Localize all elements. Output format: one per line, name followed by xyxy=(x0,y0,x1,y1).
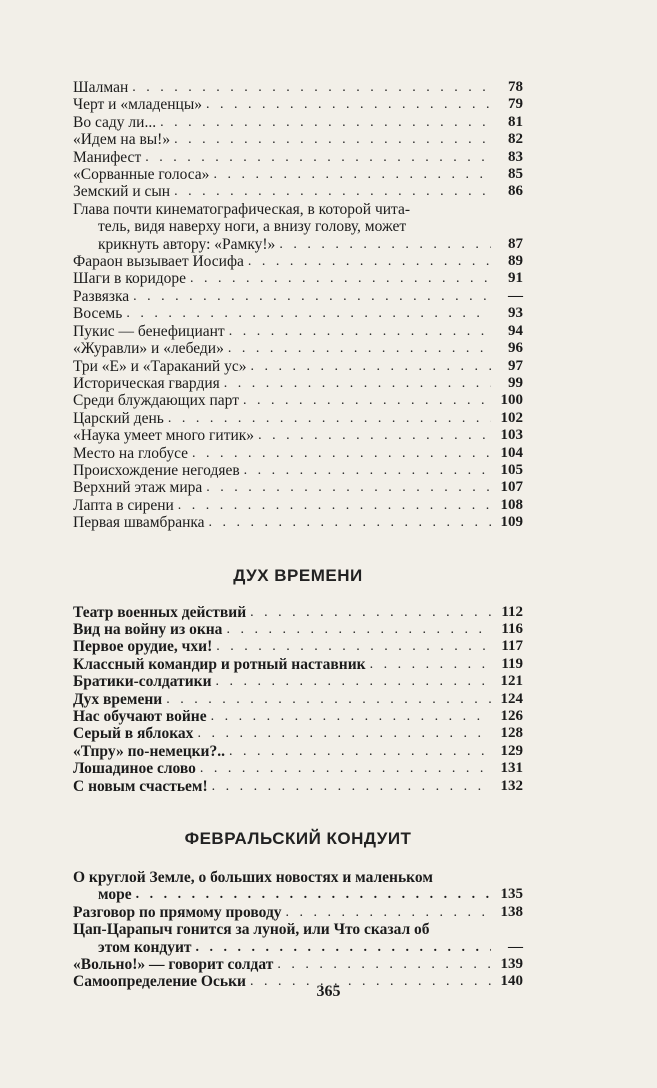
section-heading: ДУХ ВРЕМЕНИ xyxy=(233,565,363,585)
toc-entry-multiline xyxy=(73,201,523,253)
entry-page: 78 xyxy=(508,79,523,95)
leader-dots xyxy=(212,778,491,795)
leader-dots xyxy=(229,743,491,760)
toc-entry xyxy=(73,183,523,200)
entry-title: Царский день xyxy=(73,409,164,427)
entry-title: Шаги в коридоре xyxy=(73,270,187,288)
toc-entry xyxy=(73,708,523,725)
toc-entry xyxy=(73,604,523,621)
toc-entry xyxy=(73,479,523,496)
toc-entry xyxy=(73,514,523,531)
toc-entry xyxy=(73,656,523,673)
entry-page: — xyxy=(508,938,523,955)
entry-page: 119 xyxy=(501,655,523,672)
leader-dots xyxy=(229,323,491,340)
entry-title: Лошадиное слово xyxy=(73,760,196,778)
entry-page: 96 xyxy=(508,340,523,357)
entry-page: 135 xyxy=(500,886,523,903)
entry-page: 82 xyxy=(508,131,523,148)
leader-dots xyxy=(224,375,491,392)
entry-title: Историческая гвардия xyxy=(73,374,220,392)
leader-dots xyxy=(216,638,491,655)
entry-page: 93 xyxy=(508,305,523,322)
toc-entry xyxy=(73,375,523,392)
leader-dots xyxy=(166,691,491,708)
page-number: 365 xyxy=(316,983,341,1000)
entry-page: 116 xyxy=(501,620,523,637)
entry-page: 83 xyxy=(508,148,523,165)
entry-page: 139 xyxy=(500,956,523,973)
entry-page: 85 xyxy=(508,166,523,183)
entry-page: 102 xyxy=(500,409,523,426)
toc-entry xyxy=(73,445,523,462)
entry-title: Черт и «младенцы» xyxy=(73,96,203,114)
toc-entry xyxy=(73,79,523,96)
toc-entry xyxy=(73,638,523,655)
entry-page: 104 xyxy=(500,444,523,461)
leader-dots xyxy=(132,79,491,96)
entry-page: 100 xyxy=(500,392,523,409)
toc-section-2 xyxy=(73,604,523,795)
entry-title: Лапта в сирени xyxy=(73,496,174,514)
leader-dots xyxy=(228,340,491,357)
entry-page: 91 xyxy=(508,270,523,287)
toc-section-1 xyxy=(73,79,523,532)
toc-entry xyxy=(73,743,523,760)
toc-entry xyxy=(73,131,523,148)
toc-entry xyxy=(73,323,523,340)
leader-dots xyxy=(190,270,491,287)
toc-entry xyxy=(73,673,523,690)
entry-page: 117 xyxy=(501,638,523,655)
leader-dots xyxy=(174,131,491,148)
table-of-contents xyxy=(73,79,523,991)
entry-page: 129 xyxy=(500,742,523,759)
toc-entry xyxy=(73,392,523,409)
leader-dots xyxy=(277,956,491,973)
entry-title: Среди блуждающих парт xyxy=(73,392,240,410)
entry-title: «Вольно!» — говорит солдат xyxy=(73,956,274,974)
entry-title: Верхний этаж мира xyxy=(73,479,203,497)
toc-entry xyxy=(73,96,523,113)
leader-dots xyxy=(250,358,491,375)
leader-dots xyxy=(200,760,491,777)
entry-title: Разговор по прямому проводу xyxy=(73,903,282,921)
entry-last-line xyxy=(73,939,523,956)
toc-entry xyxy=(73,340,523,357)
leader-dots xyxy=(250,604,491,621)
leader-dots xyxy=(209,514,491,531)
entry-title: Три «Е» и «Тараканий ус» xyxy=(73,357,247,375)
toc-entry xyxy=(73,497,523,514)
entry-last-line xyxy=(73,236,523,253)
leader-dots xyxy=(196,939,491,956)
entry-title: Развязка xyxy=(73,287,130,305)
entry-title: Первое орудие, чхи! xyxy=(73,638,213,656)
toc-entry xyxy=(73,410,523,427)
entry-page: 112 xyxy=(501,603,523,620)
toc-entry xyxy=(73,691,523,708)
entry-title: Первая швамбранка xyxy=(73,514,205,532)
toc-entry xyxy=(73,725,523,742)
toc-entry xyxy=(73,956,523,973)
entry-title: Вид на войну из окна xyxy=(73,620,223,638)
toc-entry xyxy=(73,778,523,795)
leader-dots xyxy=(192,445,491,462)
toc-section-3 xyxy=(73,869,523,991)
entry-title: Фараон вызывает Иосифа xyxy=(73,253,244,271)
entry-page: 124 xyxy=(500,690,523,707)
entry-title: Пукис — бенефициант xyxy=(73,322,225,340)
entry-page: 140 xyxy=(500,973,523,990)
leader-dots xyxy=(197,725,491,742)
leader-dots xyxy=(243,392,491,409)
leader-dots xyxy=(244,462,491,479)
leader-dots xyxy=(136,886,491,903)
entry-title: Место на глобусе xyxy=(73,444,189,462)
toc-entry xyxy=(73,288,523,305)
entry-title: Происхождение негодяев xyxy=(73,461,240,479)
entry-page: 86 xyxy=(508,183,523,200)
entry-page: 121 xyxy=(500,673,523,690)
entry-title: Восемь xyxy=(73,305,123,323)
entry-title: Серый в яблоках xyxy=(73,725,194,743)
toc-entry xyxy=(73,462,523,479)
leader-dots xyxy=(213,166,491,183)
entry-page: 128 xyxy=(500,725,523,742)
entry-page: 108 xyxy=(500,496,523,513)
entry-title-line: тель, видя наверху ноги, а внизу голову, может xyxy=(98,218,407,236)
toc-entry xyxy=(73,358,523,375)
toc-entry-multiline xyxy=(73,921,523,956)
toc-entry xyxy=(73,149,523,166)
entry-page: 138 xyxy=(500,903,523,920)
entry-title: Дух времени xyxy=(73,690,163,708)
toc-entry xyxy=(73,253,523,270)
leader-dots xyxy=(226,621,491,638)
toc-entry xyxy=(73,621,523,638)
entry-title: Самоопределение Оськи xyxy=(73,973,246,991)
entry-title: Шалман xyxy=(73,79,129,96)
entry-title-line: крикнуть автору: «Рамку!» xyxy=(98,235,276,253)
leader-dots xyxy=(258,427,491,444)
entry-page: 103 xyxy=(500,427,523,444)
entry-title: Нас обучают войне xyxy=(73,708,207,725)
toc-entry xyxy=(73,904,523,921)
toc-entry-multiline xyxy=(73,869,523,904)
entry-last-line xyxy=(73,886,523,903)
leader-dots xyxy=(168,410,491,427)
leader-dots xyxy=(248,253,491,270)
entry-title: «Идем на вы!» xyxy=(73,131,171,149)
entry-page: 87 xyxy=(508,235,523,252)
leader-dots xyxy=(211,708,491,725)
entry-title: Братики-солдатики xyxy=(73,673,212,691)
entry-title-line: этом кондуит xyxy=(98,938,192,956)
entry-title: «Сорванные голоса» xyxy=(73,166,210,184)
entry-page: — xyxy=(508,287,523,304)
entry-page: 107 xyxy=(500,479,523,496)
leader-dots xyxy=(126,305,491,322)
entry-page: 109 xyxy=(500,514,523,531)
toc-entry xyxy=(73,166,523,183)
entry-page: 105 xyxy=(500,461,523,478)
leader-dots xyxy=(370,656,491,673)
entry-page: 99 xyxy=(508,374,523,391)
toc-entry xyxy=(73,114,523,131)
leader-dots xyxy=(174,183,491,200)
leader-dots xyxy=(279,236,491,253)
toc-entry xyxy=(73,305,523,322)
entry-page: 94 xyxy=(508,322,523,339)
entry-title: «Наука умеет много гитик» xyxy=(73,427,255,445)
toc-entry xyxy=(73,760,523,777)
entry-page: 126 xyxy=(500,708,523,724)
section-heading: ФЕВРАЛЬСКИЙ КОНДУИТ xyxy=(184,829,412,849)
entry-title: «Тпру» по-немецки?.. xyxy=(73,742,225,760)
leader-dots xyxy=(216,673,491,690)
entry-page: 132 xyxy=(500,777,523,794)
entry-title: Театр военных действий xyxy=(73,603,247,621)
leader-dots xyxy=(178,497,491,514)
leader-dots xyxy=(286,904,491,921)
entry-page: 89 xyxy=(508,253,523,270)
entry-title: Земский и сын xyxy=(73,183,171,201)
entry-title: Классный командир и ротный наставник xyxy=(73,655,366,673)
entry-title: Манифест xyxy=(73,148,142,166)
leader-dots xyxy=(133,288,491,305)
entry-title: «Журавли» и «лебеди» xyxy=(73,340,224,358)
leader-dots xyxy=(206,96,491,113)
leader-dots xyxy=(206,479,491,496)
toc-entry xyxy=(73,427,523,444)
entry-page: 79 xyxy=(508,96,523,113)
entry-title-line: Глава почти кинематографическая, в которой чита- xyxy=(73,200,411,218)
entry-title-line: море xyxy=(98,886,132,904)
entry-page: 131 xyxy=(500,760,523,777)
entry-title: С новым счастьем! xyxy=(73,777,208,795)
leader-dots xyxy=(145,149,491,166)
entry-title-line: Цап-Царапыч гонится за луной, или Что сказал об xyxy=(73,921,430,939)
toc-entry xyxy=(73,270,523,287)
entry-title-line: О круглой Земле, о больших новостях и маленьком xyxy=(73,869,433,887)
entry-title: Во саду ли... xyxy=(73,113,157,131)
entry-page: 97 xyxy=(508,357,523,374)
leader-dots xyxy=(160,114,491,131)
entry-page: 81 xyxy=(508,113,523,130)
